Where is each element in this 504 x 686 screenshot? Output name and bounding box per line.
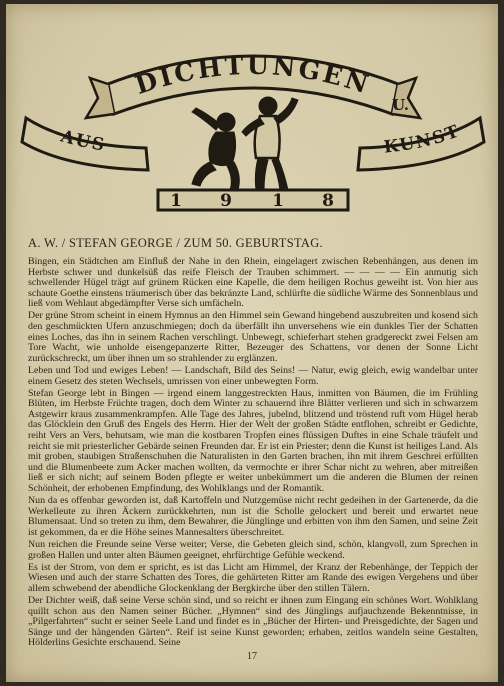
- page-number: 17: [247, 651, 257, 662]
- banner-title: DICHTUNGEN: [131, 50, 375, 100]
- paragraph: Stefan George lebt in Bingen — irgend einem langgestreckten Haus, inmitten von Bäumen, die im Frühling Blüten, im Herbste Früchte tragen, doch dem Winter zu schauernd ihre Blätter verlieren und sich in schwarzem Astgewirr kraus zusammenkrampfen. Alle Tage des Jahres, jubelnd, blitzend und tröstend ruft vom Hügel herab das Glöcklein den Gruß des Engels des Herrn. Hier der Welt der großen Städte entflohen, schreibt er Gedichte, reiht Vers an Vers, behutsam, wie man die kostbaren Tropfen eines flüssigen Duftes in eine Schale träufelt und reicht sie mit priesterlicher Gebärde seinen Freunden dar. Er ist ein Priester; denn die Kunst ist heiliges Land. Als mit groben, staubigen Straßenschuhen die Naturalisten in den Garten brachen, ihn mit ihrem Geschrei erfüllten und die Blumenbeete zum Acker machen wollten, da vermochte er ihrer Schar nicht zu wehren, aber mitreißen ließ er sich nicht; auf seinem Boden pflegte er weiter unbekümmert um die anderen die Blumen der reinen Schönheit, der erhobenen Empfindung, des Wohlklangs und der Romantik.: [28, 387, 478, 494]
- paragraph: Bingen, ein Städtchen am Einfluß der Nahe in den Rhein, eingelagert zwischen Rebenhängen, aus denen im Herbste schwer und dunkelsüß das reife Fleisch der Trauben schimmert. — — — — Ein anmutig sich schwellender Hügel trägt auf grünem Rücken eine Kapelle, die dem heiligen Rochus geweiht ist. Von hier aus schaute Goethe einstens träumerisch über das bekränzte Land, schlürfte die südliche Wärme des Sonnenblaus und ließ vom Wehlaut abgedämpfter Verse sich umfächeln.: [28, 256, 478, 310]
- year-digit-3: 1: [272, 191, 284, 211]
- masthead-vignette: [20, 18, 486, 218]
- year-digit-4: 8: [322, 191, 334, 211]
- page: [6, 4, 498, 682]
- paragraph: Leben und Tod und ewiges Leben! — Landschaft, Bild des Seins! — Natur, ewig gleich, ewig wandelbar unter einem Gesetz des steten Wechsels, umrissen von einer unbewegten Form.: [28, 364, 478, 387]
- year-digit-2: 9: [220, 191, 232, 211]
- paragraph: Der Dichter weiß, daß seine Verse schön sind, und so reicht er ihnen zum Eingang ein schönes Wort. Wohlklang quillt schon aus den Namen seiner Bücher. „Hymnen“ sind des Jünglings aufjauchzende Bekenntnisse, in „Pilgerfahrten“ sucht er seiner Seele Land und findet es in „Bücher der Hirten- und Preisgedichte, der Sagen und Sänge und der hängenden Gärten“. Reif ist seine Kunst geworden; erhaben, zeitlos wandeln seine Gestalten, Hölderlins Gesichte erschauend. Seine: [28, 594, 478, 649]
- banner-left-word: AUS: [58, 126, 108, 156]
- paragraph: Nun reichen die Freunde seine Verse weiter; Verse, die Gebeten gleich sind, schön, klangvoll, zum Sprechen in großen Hallen und unter alten Bäumen geeignet, ehrfürchtige Gefühle weckend.: [28, 538, 478, 561]
- paragraph: Es ist der Strom, von dem er spricht, es ist das Licht am Himmel, der Kranz der Rebenhänge, der Teppich der Wiesen und auch der starre Schatten des Tores, die gehärteten Ritter am Rande des ewigen Vergehens und über allem schwebend der abendliche Glockenklang der Bergkirche über den stillen Tälern.: [28, 561, 478, 594]
- paragraph: Der grüne Strom scheint in einem Hymnus an den Himmel sein Gewand hingebend auszubreiten und kosend sich den geschmückten Ufern anzuschmiegen; doch da überfällt ihn unversehens wie ein dunkles Tier der Schatten eines Loches, das ihn in seinem Rachen verschlingt. Unbewegt, schieferhart stehen gradgereckt zwei Felsen am Tore Wacht, wie unholde eisengepanzerte Ritter, Bezeuger des Schattens, vor denen der Sonne Licht zurückschreckt, um über ihnen um so strahlender zu erglänzen.: [28, 310, 478, 364]
- year-digit-1: 1: [170, 191, 182, 211]
- banner-conjunction: U.: [392, 96, 409, 114]
- paragraph: Nun da es offenbar geworden ist, daß Kartoffeln und Nutzgemüse nicht recht gedeihen in der Gartenerde, da die Werkelleute zu ihren Äckern zurückkehrten, nun ist die Scholle gelockert und bereit und erwartet neue Blumensaat. Und so treten zu ihm, dem Bewahrer, die Jünglinge und erbitten von ihm den Samen, und seine Zeit ist gekommen, da er die Höhe seines Mannesalters überschreitet.: [28, 495, 478, 538]
- article-title: A. W. / STEFAN GEORGE / ZUM 50. GEBURTSTAG.: [28, 236, 323, 250]
- article-body: [28, 257, 478, 650]
- banner-right-word: KUNST: [382, 121, 464, 158]
- mythic-figures-illustration: [192, 97, 298, 190]
